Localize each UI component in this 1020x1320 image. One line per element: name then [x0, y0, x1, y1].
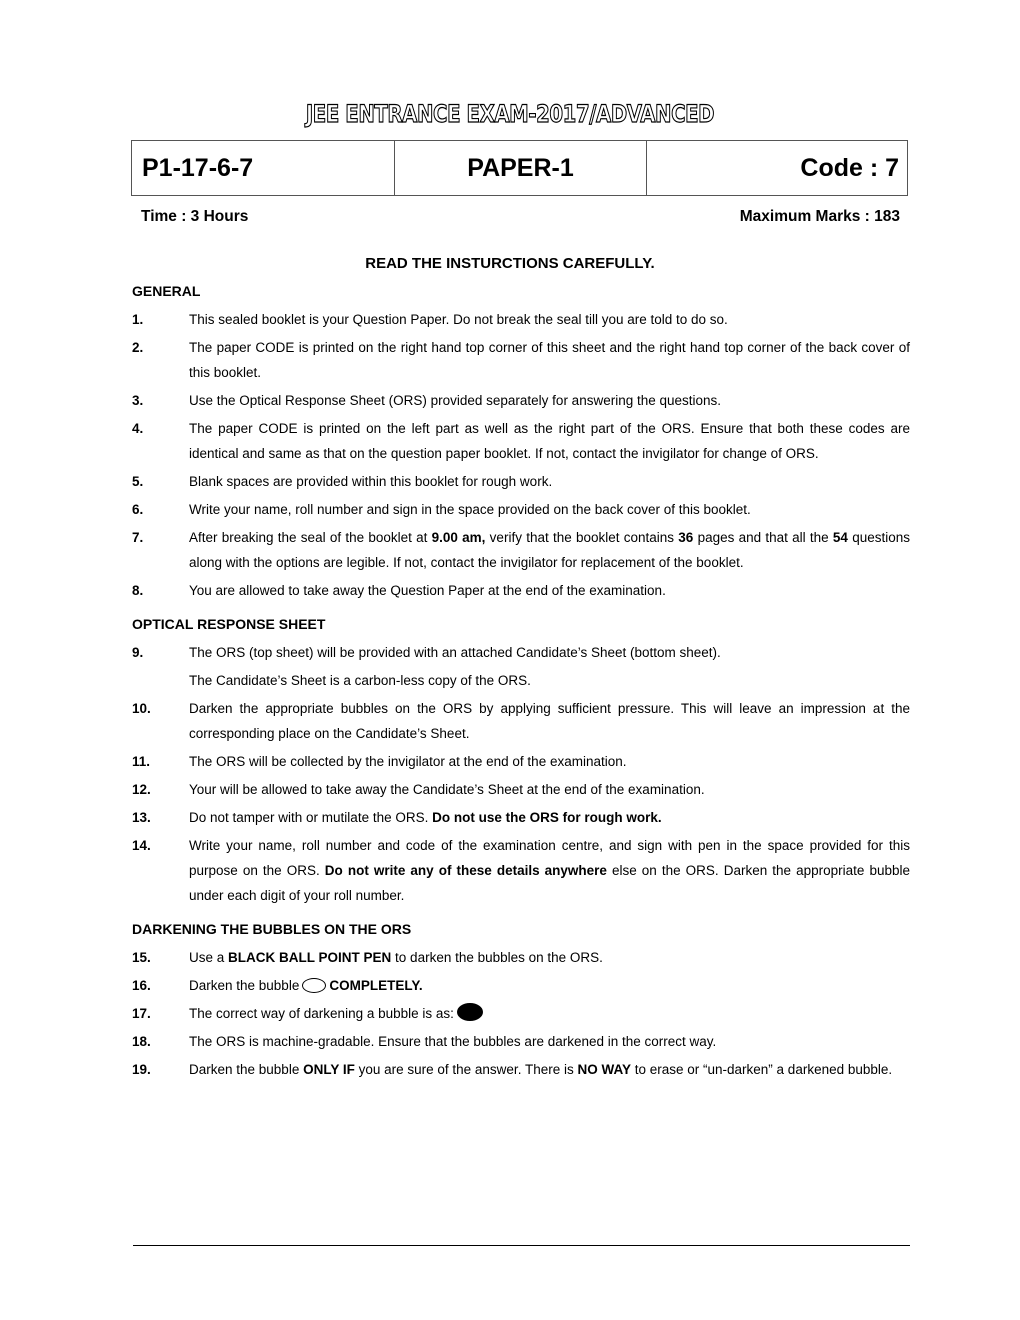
instruction-item — [132, 525, 910, 575]
text: The ORS is machine-gradable. Ensure that the bubbles are darkened in the correct way. — [189, 1034, 717, 1049]
instruction-item — [132, 696, 910, 746]
instruction-item — [132, 833, 910, 908]
item-text — [189, 749, 910, 774]
item-text — [189, 469, 910, 494]
instruction-item — [132, 945, 910, 970]
item-text — [189, 307, 910, 332]
item-number: 14. — [132, 838, 151, 853]
footer-divider — [133, 1245, 910, 1246]
text: Use the Optical Response Sheet (ORS) provided separately for answering the questions. — [189, 393, 722, 408]
empty-bubble-icon — [302, 978, 326, 993]
item-text — [189, 578, 910, 603]
paper-code: Code : 7 — [800, 153, 900, 182]
section-heading: OPTICAL RESPONSE SHEET — [132, 616, 326, 632]
exam-title: JEE ENTRANCE EXAM-2017/ADVANCED — [305, 100, 715, 128]
instruction-item — [132, 578, 910, 603]
text: The Candidate’s Sheet is a carbon-less copy of the ORS. — [189, 673, 531, 688]
item-number: 11. — [132, 754, 151, 769]
bold-text: ONLY IF — [303, 1062, 355, 1077]
text: Write your name, roll number and code of the examination centre, and sign with pen in the space provided for this purpose on the ORS. — [189, 838, 910, 878]
item-number: 1. — [132, 312, 144, 327]
item-text — [189, 525, 910, 575]
instruction-item — [132, 388, 910, 413]
item-number: 10. — [132, 701, 151, 716]
bold-text: 54 — [832, 530, 848, 545]
item-number: 16. — [132, 978, 151, 993]
filled-bubble-icon — [457, 1003, 483, 1021]
instructions-body — [132, 280, 910, 1085]
item-number: 13. — [132, 810, 151, 825]
instruction-item — [132, 497, 910, 522]
text: you are sure of the answer. There is — [354, 1062, 578, 1077]
text: You are allowed to take away the Question Paper at the end of the examination. — [189, 583, 666, 598]
text: The ORS will be collected by the invigilator at the end of the examination. — [189, 754, 627, 769]
text: The paper CODE is printed on the left part as well as the right part of the ORS. Ensure that both these codes are identical and same as that on the question paper booklet. If not, contact the invigilator for change of ORS. — [189, 421, 910, 461]
text: The correct way of darkening a bubble is as: — [189, 1006, 454, 1021]
item-text — [189, 497, 910, 522]
item-number: 2. — [132, 340, 144, 355]
bold-text: Do not write any of these details anywhere — [324, 863, 607, 878]
item-number: 5. — [132, 474, 144, 489]
instruction-item — [132, 805, 910, 830]
instruction-item — [132, 777, 910, 802]
item-number: 9. — [132, 645, 144, 660]
bold-text: 9.00 am, — [431, 530, 486, 545]
item-number — [132, 668, 189, 693]
text: questions along with the options are legible. If not, contact the invigilator for replacement of the booklet. — [189, 530, 910, 570]
section-heading: DARKENING THE BUBBLES ON THE ORS — [132, 921, 412, 937]
instruction-item — [132, 749, 910, 774]
item-text — [189, 668, 910, 693]
item-text — [189, 1001, 910, 1026]
text: This sealed booklet is your Question Paper. Do not break the seal till you are told to do so. — [189, 312, 728, 327]
bold-text: 36 — [678, 530, 694, 545]
item-text — [189, 805, 910, 830]
instruction-item — [132, 307, 910, 332]
item-text — [189, 1057, 910, 1082]
instruction-item — [132, 1057, 910, 1082]
text: Your will be allowed to take away the Candidate’s Sheet at the end of the examination. — [189, 782, 705, 797]
item-number: 3. — [132, 393, 144, 408]
bold-text: COMPLETELY. — [329, 978, 423, 993]
instruction-item — [132, 469, 910, 494]
bold-text: NO WAY — [577, 1062, 631, 1077]
instruction-item — [132, 416, 910, 466]
text: The paper CODE is printed on the right hand top corner of this sheet and the right hand top corner of the back cover of this booklet. — [189, 340, 910, 380]
instruction-item — [132, 1001, 910, 1026]
instructions-heading: READ THE INSTURCTIONS CAREFULLY. — [365, 255, 655, 272]
item-number: 8. — [132, 583, 144, 598]
item-number: 17. — [132, 1006, 151, 1021]
item-text — [189, 945, 910, 970]
bold-text: BLACK BALL POINT PEN — [228, 950, 392, 965]
maximum-marks: Maximum Marks : 183 — [739, 208, 900, 225]
text: pages and that all the — [693, 530, 833, 545]
item-text — [189, 388, 910, 413]
text: verify that the booklet contains — [485, 530, 679, 545]
item-number: 4. — [132, 421, 144, 436]
text: Darken the appropriate bubbles on the ORS by applying sufficient pressure. This will leave an impression at the corresponding place on the Candidate’s Sheet. — [189, 701, 910, 741]
item-number: 15. — [132, 950, 151, 965]
instruction-item — [132, 335, 910, 385]
item-text — [189, 640, 910, 665]
text: to darken the bubbles on the ORS. — [391, 950, 603, 965]
bold-text: Do not use the ORS for rough work. — [432, 810, 662, 825]
paper-number: PAPER-1 — [395, 141, 648, 195]
item-number: 18. — [132, 1034, 151, 1049]
item-text — [189, 833, 910, 908]
paper-code-box — [131, 140, 908, 196]
instruction-item — [132, 640, 910, 665]
text: The ORS (top sheet) will be provided with an attached Candidate’s Sheet (bottom sheet). — [189, 645, 721, 660]
text: else on the ORS. Darken the appropriate bubble under each digit of your roll number. — [189, 863, 911, 903]
instruction-item — [132, 668, 910, 693]
item-number: 7. — [132, 530, 144, 545]
item-text — [189, 416, 910, 466]
exam-duration: Time : 3 Hours — [141, 208, 249, 225]
text: Blank spaces are provided within this booklet for rough work. — [189, 474, 553, 489]
text: Do not tamper with or mutilate the ORS. — [189, 810, 433, 825]
instruction-item — [132, 973, 910, 998]
section-heading: GENERAL — [132, 283, 201, 299]
text: Write your name, roll number and sign in the space provided on the back cover of this booklet. — [189, 502, 751, 517]
item-text — [189, 696, 910, 746]
text: Use a — [189, 950, 229, 965]
text: Darken the bubble — [189, 1062, 304, 1077]
item-number: 19. — [132, 1062, 151, 1077]
item-text — [189, 335, 910, 385]
text: After breaking the seal of the booklet at — [189, 530, 432, 545]
item-number: 6. — [132, 502, 144, 517]
item-text — [189, 1029, 910, 1054]
text: Darken the bubble — [189, 978, 300, 993]
instruction-item — [132, 1029, 910, 1054]
item-number: 12. — [132, 782, 151, 797]
text: to erase or “un-darken” a darkened bubble. — [630, 1062, 893, 1077]
item-text — [189, 973, 910, 998]
item-text — [189, 777, 910, 802]
paper-set-code: P1-17-6-7 — [132, 141, 395, 195]
